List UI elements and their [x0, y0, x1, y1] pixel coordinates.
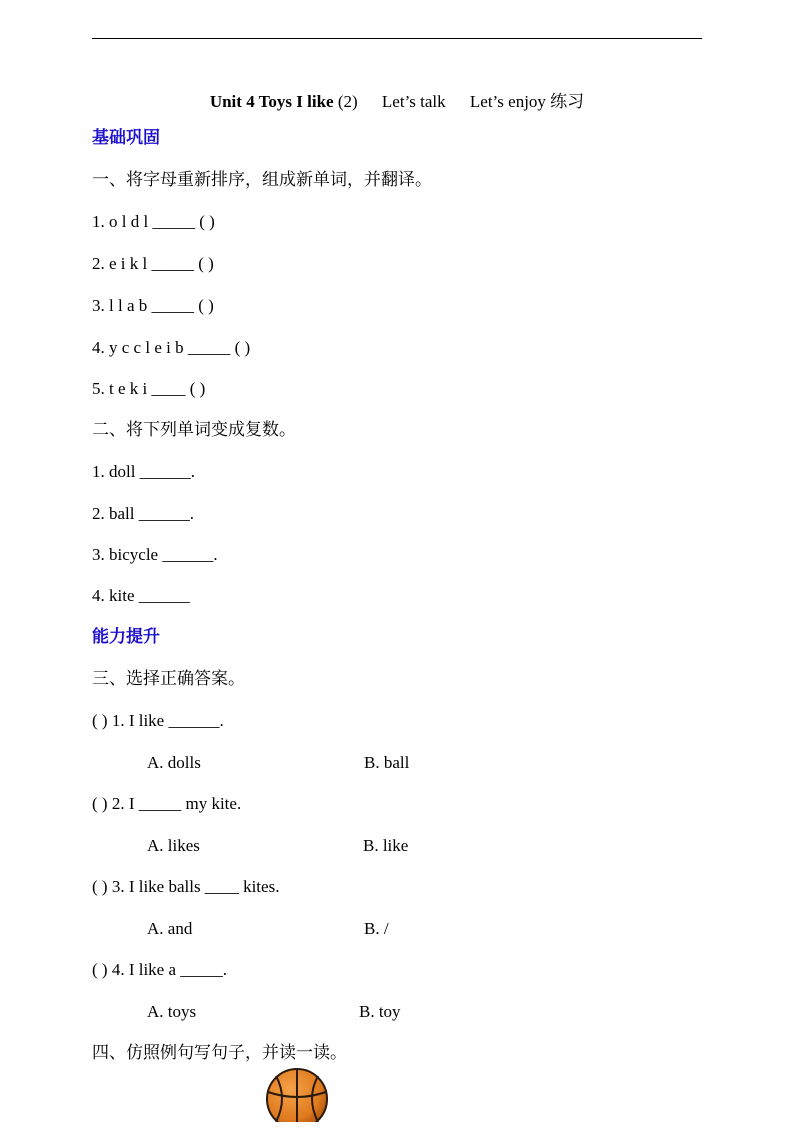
title-number: (2): [337, 92, 358, 111]
title-bold: Unit 4 Toys I like: [209, 92, 334, 111]
basketball-icon: [266, 1068, 328, 1127]
q3-heading: 三、选择正确答案。: [92, 669, 245, 689]
q3-option-a: A. dolls: [147, 753, 201, 772]
page-title: [0, 87, 794, 112]
q3-option-a: A. likes: [147, 836, 200, 855]
q3-question: ( ) 3. I like balls ____ kites.: [92, 877, 280, 896]
section-basic: 基础巩固: [92, 128, 160, 148]
q3-option-b: B. /: [364, 919, 389, 938]
q1-heading: 一、将字母重新排序，组成新单词，并翻译。: [92, 170, 432, 190]
q3-question: ( ) 4. I like a _____.: [92, 960, 228, 979]
q1-item: 4. y c c l e i b _____ ( ): [92, 338, 251, 357]
q4-heading: 四、仿照例句写句子，并读一读。: [92, 1043, 347, 1063]
q3-question: ( ) 1. I like ______.: [92, 711, 224, 730]
title-part-talk: Let’s talk: [381, 92, 446, 111]
q3-question: ( ) 2. I _____ my kite.: [92, 794, 242, 813]
q1-item: 1. o l d l _____ ( ): [92, 212, 215, 231]
q3-option-b: B. ball: [364, 753, 410, 772]
title-cn: 练习: [550, 92, 585, 112]
q3-option-b: B. toy: [359, 1002, 401, 1021]
q2-item: 1. doll ______.: [92, 462, 195, 481]
q1-item: 2. e i k l _____ ( ): [92, 254, 214, 273]
q2-heading: 二、将下列单词变成复数。: [92, 420, 296, 440]
q2-item: 4. kite ______: [92, 586, 190, 605]
q3-option-a: A. toys: [147, 1002, 197, 1021]
q2-item: 3. bicycle ______.: [92, 545, 218, 564]
q1-item: 5. t e k i ____ ( ): [92, 379, 206, 398]
q1-item: 3. l l a b _____ ( ): [92, 296, 214, 315]
q2-item: 2. ball ______.: [92, 504, 194, 523]
section-ability: 能力提升: [92, 627, 160, 647]
q3-option-a: A. and: [147, 919, 193, 938]
header-rule: [92, 38, 702, 39]
title-part-enjoy: Let’s enjoy: [469, 92, 546, 111]
q3-option-b: B. like: [363, 836, 409, 855]
